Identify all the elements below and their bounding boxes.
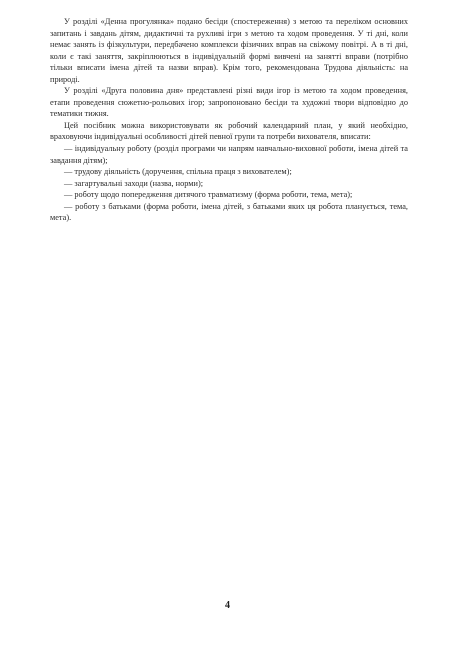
paragraph-usage: Цей посібник можна використовувати як робочий календарний план, у який необхідно, враховуючи індивідуальні особливості дітей певної групи та потреби вихователя, вписати: xyxy=(50,120,408,142)
paragraph-day-walk: У розділі «Денна прогулянка» подано бесіди (спостереження) з метою та переліком основних запитань і завдань дітям, дидактичні та рухливі ігри з метою та ходом проведення. У ті дні, коли немає занять із фізкультури, передбачено комплекси фізичних вправ на свіжому повітрі. А в ті дні, коли є такі заняття, закріплюються в індивідуальній формі вивчені на занятті вправи (потрібно тільки вписати імена дітей та назви вправ). Крім того, рекомендована Трудова діяльність: на природі. xyxy=(50,17,408,84)
list-item-injury-prevention: — роботу щодо попередження дитячого травматизму (форма роботи, тема, мета); xyxy=(64,190,353,200)
page-number: 4 xyxy=(225,600,230,611)
list-item-labor-activity: — трудову діяльність (доручення, спільна праця з вихователем); xyxy=(64,167,292,177)
list-item-hardening: — загартувальні заходи (назва, норми); xyxy=(64,178,204,188)
paragraph-second-half-day: У розділі «Друга половина дня» представлені різні види ігор із метою та ходом проведення, етапи проведення сюжетно-рольових ігор; запропоновано бесіди та художні твори відповідно до тематики тижня. xyxy=(50,86,408,119)
list-item-individual-work: — індивідуальну роботу (розділ програми чи напрям навчально-виховної роботи, імена дітей та завдання дітям); xyxy=(50,144,408,165)
body-text xyxy=(50,16,408,224)
list-item-parents-work: — роботу з батьками (форма роботи, імена дітей, з батьками яких ця робота планується, тема, мета). xyxy=(50,201,408,223)
